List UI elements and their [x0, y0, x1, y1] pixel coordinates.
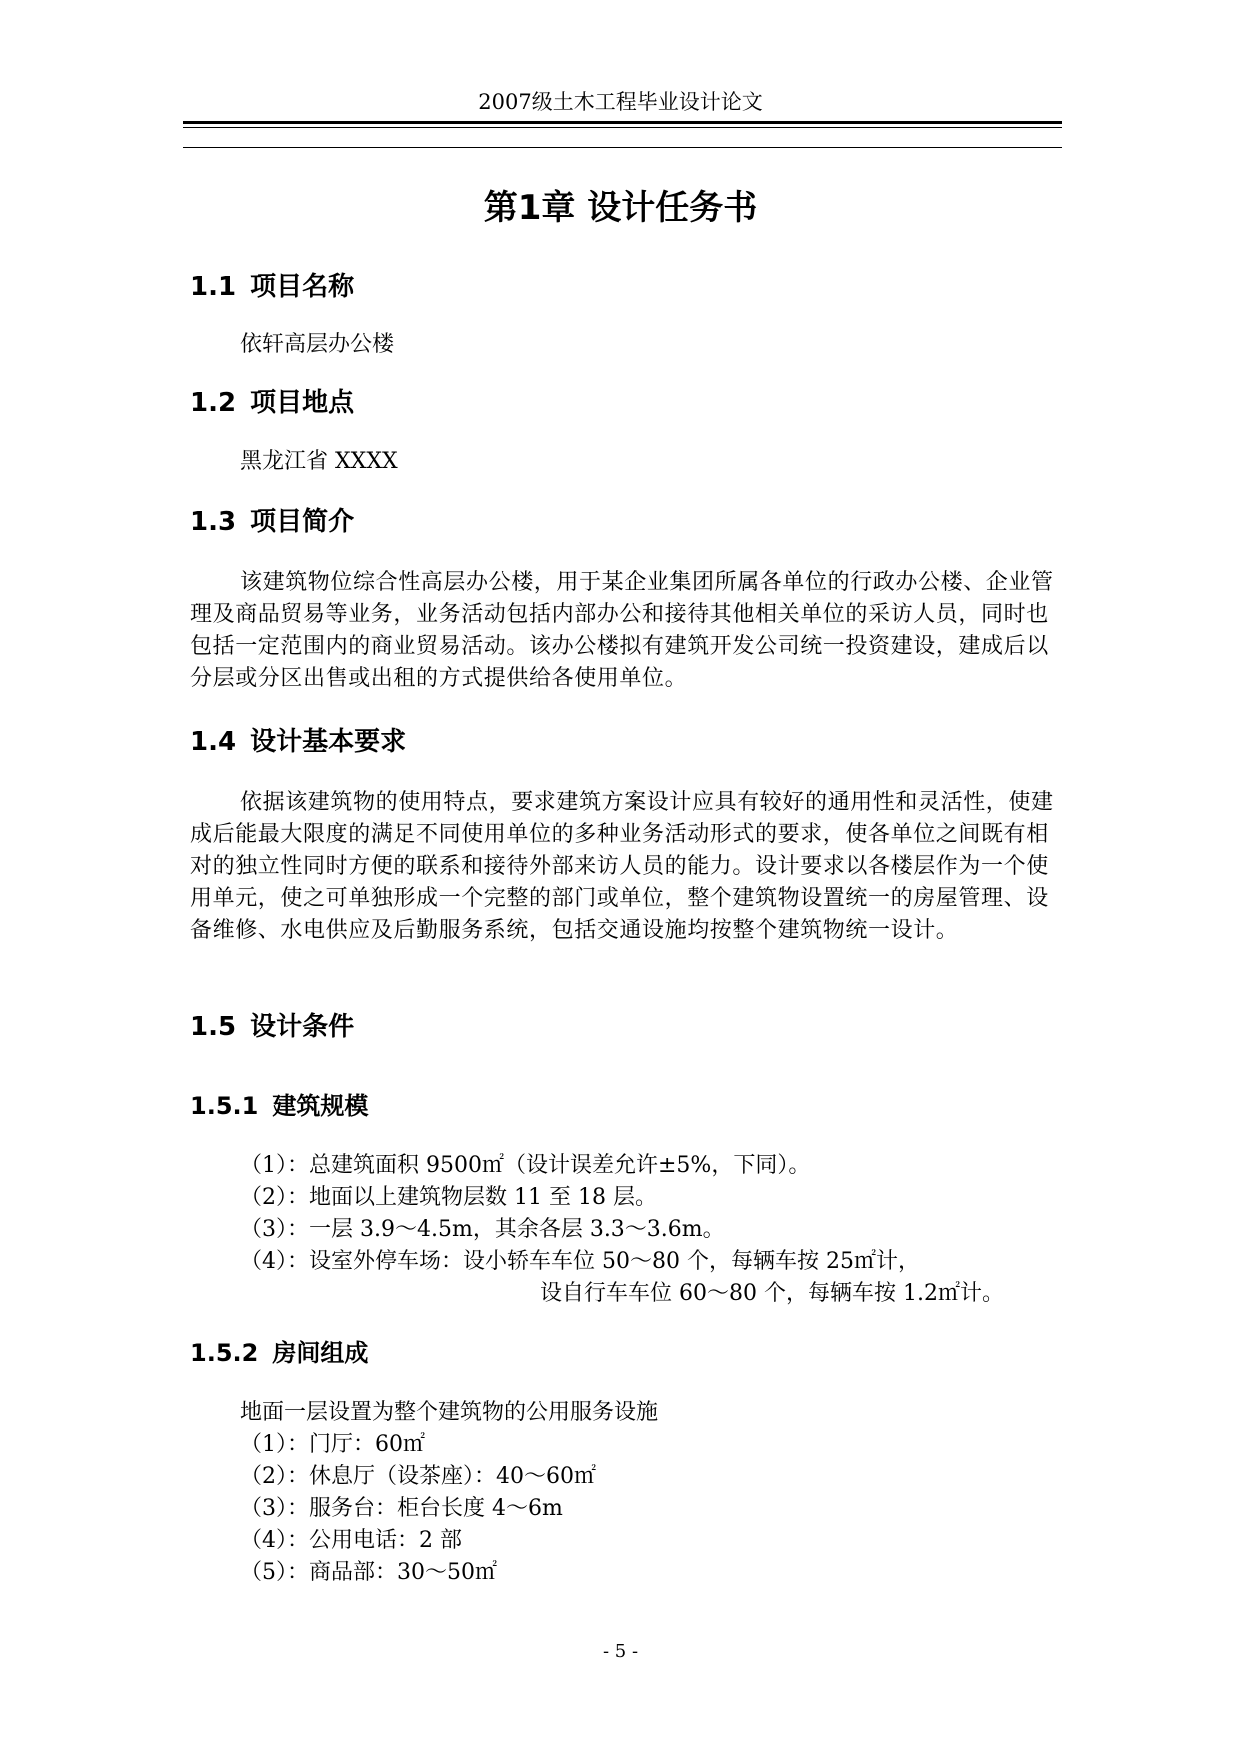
- section-title: 项目简介: [250, 507, 355, 537]
- header-rule-thick: [183, 121, 1062, 124]
- section-body-1-1: 依轩高层办公楼: [240, 332, 395, 357]
- section-title: 项目名称: [250, 272, 355, 302]
- subsection-number: 1.5.2: [190, 1339, 259, 1367]
- section-title: 设计基本要求: [250, 727, 407, 757]
- running-header: 2007级土木工程毕业设计论文: [478, 90, 763, 114]
- list-item: （3）：一层 3.9～4.5m，其余各层 3.3～3.6m。: [240, 1217, 725, 1242]
- subsection-heading-1-5-2: [190, 1337, 368, 1369]
- paragraph-project-intro: 该建筑物位综合性高层办公楼，用于某企业集团所属各单位的行政办公楼、企业管理及商品贸易等业务，业务活动包括内部办公和接待其他相关单位的采访人员，同时也包括一定范围内的商业贸易活动。该办公楼拟有建筑开发公司统一投资建设，建成后以分层或分区出售或出租的方式提供给各使用单位。: [190, 570, 1054, 691]
- list-item: （1）：总建筑面积 9500㎡（设计误差允许±5%，下同）。: [240, 1153, 811, 1178]
- section-title: 设计条件: [250, 1012, 355, 1042]
- subsection-title: 房间组成: [272, 1339, 369, 1367]
- section-heading-1-3: [190, 505, 354, 539]
- section-number: 1.1: [190, 272, 237, 302]
- subsection-title: 建筑规模: [272, 1092, 369, 1120]
- section-heading-1-1: [190, 270, 354, 304]
- list-item: （4）：设室外停车场：设小轿车车位 50～80 个，每辆车按 25㎡计，: [240, 1249, 920, 1274]
- section-number: 1.3: [190, 507, 237, 537]
- subsection-number: 1.5.1: [190, 1092, 259, 1120]
- section-title: 项目地点: [250, 388, 355, 418]
- list-item-continuation: 设自行车车位 60～80 个，每辆车按 1.2㎡计。: [540, 1281, 1004, 1306]
- header-rule-thin: [183, 127, 1062, 128]
- list-item: （4）：公用电话：2 部: [240, 1528, 462, 1553]
- list-item: （1）：门厅：60㎡: [240, 1432, 425, 1457]
- list-item: （2）：休息厅（设茶座）：40～60㎡: [240, 1464, 596, 1489]
- list-item: （3）：服务台：柜台长度 4～6m: [240, 1496, 563, 1521]
- section-heading-1-2: [190, 386, 354, 420]
- chapter-title: 第1章 设计任务书: [483, 188, 758, 228]
- section-number: 1.5: [190, 1012, 237, 1042]
- list-item: （2）：地面以上建筑物层数 11 至 18 层。: [240, 1185, 657, 1210]
- subsection-intro: 地面一层设置为整个建筑物的公用服务设施: [240, 1400, 659, 1425]
- header-rule-lower: [183, 147, 1062, 148]
- section-number: 1.4: [190, 727, 237, 757]
- section-heading-1-5: [190, 1010, 354, 1044]
- section-heading-1-4: [190, 725, 406, 759]
- paragraph-design-requirements: 依据该建筑物的使用特点，要求建筑方案设计应具有较好的通用性和灵活性，使建成后能最大限度的满足不同使用单位的多种业务活动形式的要求，使各单位之间既有相对的独立性同时方便的联系和接待外部来访人员的能力。设计要求以各楼层作为一个使用单元，使之可单独形成一个完整的部门或单位，整个建筑物设置统一的房屋管理、设备维修、水电供应及后勤服务系统，包括交通设施均按整个建筑物统一设计。: [190, 790, 1054, 943]
- page-number: - 5 -: [602, 1641, 639, 1662]
- subsection-heading-1-5-1: [190, 1090, 368, 1122]
- list-item: （5）：商品部：30～50㎡: [240, 1560, 497, 1585]
- section-body-1-2: 黑龙江省 XXXX: [240, 449, 398, 474]
- section-number: 1.2: [190, 388, 237, 418]
